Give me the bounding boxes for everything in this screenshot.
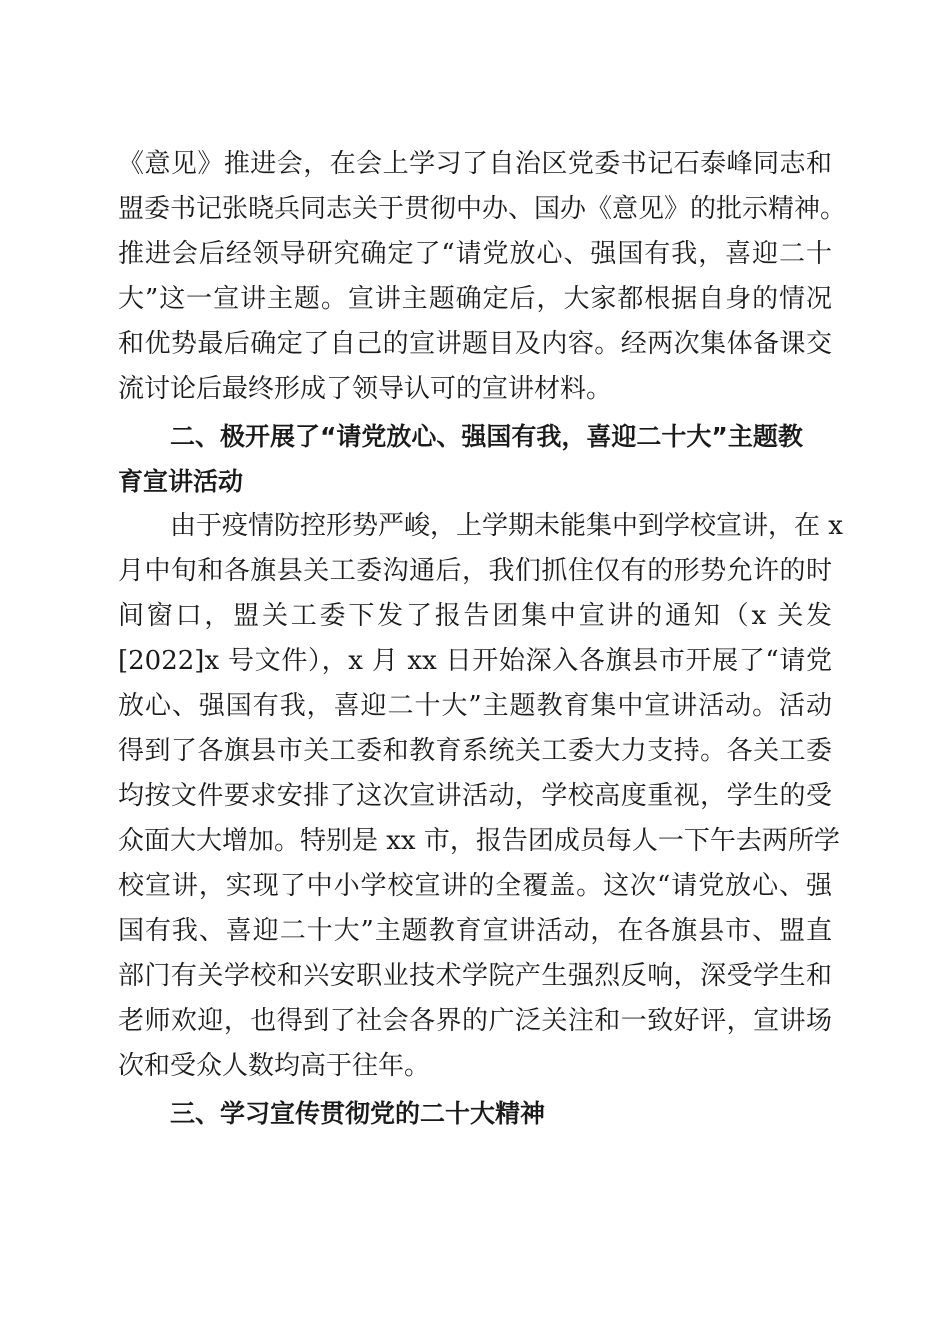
text-line: 流讨论后最终形成了领导认可的宣讲材料。 <box>118 374 613 404</box>
text-line: 众面大大增加。特别是 xx 市，报告团成员每人一下午去两所学 <box>118 826 840 856</box>
text-line: 均按文件要求安排了这次宣讲活动，学校高度重视，学生的受 <box>118 781 832 811</box>
document-body <box>118 142 847 1136</box>
text-line: 放心、强国有我，喜迎二十大”主题教育集中宣讲活动。活动 <box>118 691 832 721</box>
text-line: 校宣讲，实现了中小学校宣讲的全覆盖。这次“请党放心、强 <box>118 871 832 901</box>
paragraph-2 <box>118 504 843 1089</box>
text-line: 和优势最后确定了自己的宣讲题目及内容。经两次集体备课交 <box>118 329 832 359</box>
text-line: 间窗口，盟关工委下发了报告团集中宣讲的通知（x 关发 <box>118 601 832 631</box>
section-heading-2 <box>118 414 832 504</box>
heading-line: 育宣讲活动 <box>118 467 244 496</box>
heading-line: 二、极开展了“请党放心、强国有我，喜迎二十大”主题教 <box>170 422 803 451</box>
heading-line: 三、学习宣传贯彻党的二十大精神 <box>170 1099 546 1128</box>
text-line: 国有我、喜迎二十大”主题教育宣讲活动，在各旗县市、盟直 <box>118 916 832 946</box>
text-line: 部门有关学校和兴安职业技术学院产生强烈反响，深受学生和 <box>118 961 832 991</box>
text-line: 推进会后经领导研究确定了“请党放心、强国有我，喜迎二十 <box>118 239 832 269</box>
text-line: 大”这一宣讲主题。宣讲主题确定后，大家都根据自身的情况 <box>118 284 832 314</box>
paragraph-1 <box>118 142 847 412</box>
text-line: [2022]x 号文件），x 月 xx 日开始深入各旗县市开展了“请党 <box>118 646 832 676</box>
text-line: 老师欢迎，也得到了社会各界的广泛关注和一致好评，宣讲场 <box>118 1006 832 1036</box>
text-line: 由于疫情防控形势严峻，上学期未能集中到学校宣讲，在 x <box>170 511 843 541</box>
text-line: 次和受众人数均高于往年。 <box>118 1051 431 1081</box>
text-line: 月中旬和各旗县关工委沟通后，我们抓住仅有的形势允许的时 <box>118 556 832 586</box>
section-heading-3 <box>118 1091 832 1136</box>
text-line: 盟委书记张晓兵同志关于贯彻中办、国办《意见》的批示精神。 <box>118 194 847 224</box>
text-line: 《意见》推进会，在会上学习了自治区党委书记石泰峰同志和 <box>118 149 832 179</box>
text-line: 得到了各旗县市关工委和教育系统关工委大力支持。各关工委 <box>118 736 832 766</box>
